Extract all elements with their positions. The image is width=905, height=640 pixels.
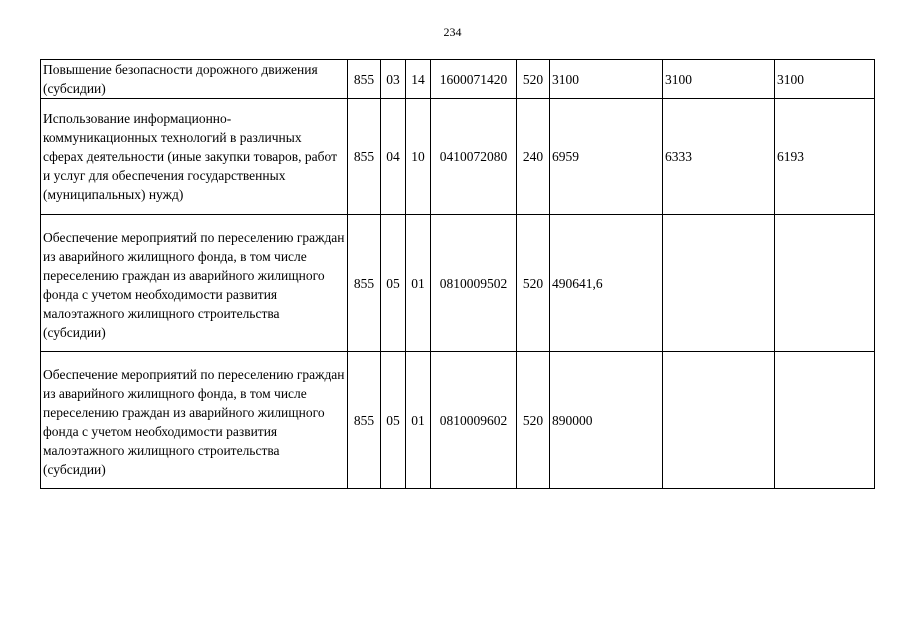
- amount-year-2: [663, 215, 775, 352]
- amount-year-3: 3100: [775, 60, 875, 99]
- table-row: [41, 352, 875, 489]
- amount-year-1: 6959: [550, 99, 663, 215]
- target-article-code: 0810009602: [431, 352, 517, 489]
- row-description: Обеспечение мероприятий по переселению граждан из аварийного жилищного фонда, в том числе переселению граждан из аварийного жилищного фонда с учетом необходимости развития малоэтажного жилищного строительства (субсидии): [41, 215, 348, 352]
- expense-type-code: 240: [517, 99, 550, 215]
- expense-type-code: 520: [517, 60, 550, 99]
- amount-year-3: [775, 215, 875, 352]
- amount-year-3: [775, 352, 875, 489]
- section-code: 05: [381, 215, 406, 352]
- ministry-code: 855: [348, 99, 381, 215]
- row-description: Обеспечение мероприятий по переселению граждан из аварийного жилищного фонда, в том числе переселению граждан из аварийного жилищного фонда с учетом необходимости развития малоэтажного жилищного строительства (субсидии): [41, 352, 348, 489]
- amount-year-2: 3100: [663, 60, 775, 99]
- expense-type-code: 520: [517, 352, 550, 489]
- target-article-code: 1600071420: [431, 60, 517, 99]
- target-article-code: 0810009502: [431, 215, 517, 352]
- page-number: 234: [443, 25, 462, 39]
- section-code: 05: [381, 352, 406, 489]
- table-row: [41, 215, 875, 352]
- section-code: 03: [381, 60, 406, 99]
- row-description: Повышение безопасности дорожного движения (субсидии): [41, 60, 348, 99]
- amount-year-1: 490641,6: [550, 215, 663, 352]
- amount-year-2: 6333: [663, 99, 775, 215]
- section-code: 04: [381, 99, 406, 215]
- target-article-code: 0410072080: [431, 99, 517, 215]
- ministry-code: 855: [348, 352, 381, 489]
- budget-table: [40, 59, 875, 489]
- amount-year-3: 6193: [775, 99, 875, 215]
- expense-type-code: 520: [517, 215, 550, 352]
- table-row: [41, 60, 875, 99]
- table-row: [41, 99, 875, 215]
- amount-year-1: 890000: [550, 352, 663, 489]
- subsection-code: 10: [406, 99, 431, 215]
- amount-year-1: 3100: [550, 60, 663, 99]
- ministry-code: 855: [348, 60, 381, 99]
- ministry-code: 855: [348, 215, 381, 352]
- amount-year-2: [663, 352, 775, 489]
- subsection-code: 14: [406, 60, 431, 99]
- row-description: Использование информационно-коммуникационных технологий в различных сферах деятельности (иные закупки товаров, работ и услуг для обеспечения государственных (муниципальных) нужд): [41, 99, 348, 215]
- subsection-code: 01: [406, 215, 431, 352]
- subsection-code: 01: [406, 352, 431, 489]
